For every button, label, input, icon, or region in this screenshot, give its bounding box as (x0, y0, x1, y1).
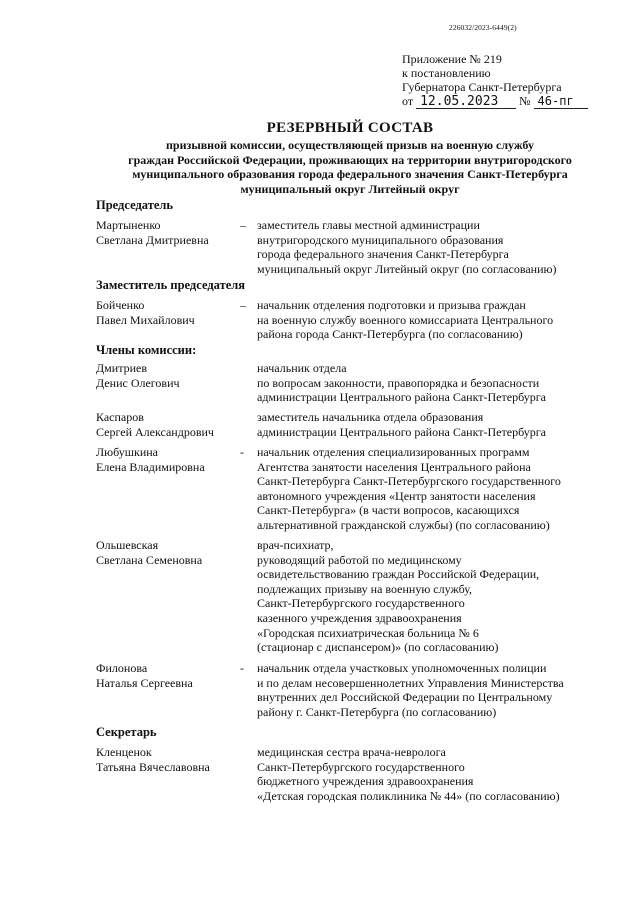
member-name (96, 298, 246, 327)
position-line: Санкт-Петербурга Санкт-Петербургского государственного (257, 474, 561, 489)
member-given-names: Светлана Семеновна (96, 552, 203, 567)
title-line: муниципального образования города федерального значения Санкт-Петербурга (132, 167, 568, 181)
handwritten-date: 12.05.2023 (416, 95, 516, 109)
member-surname: Каспаров (96, 410, 144, 424)
member-surname: Ольшевская (96, 538, 159, 552)
handwritten-number: 46-пг (534, 95, 588, 109)
position-line: начальник отдела (257, 361, 347, 375)
document-title (60, 119, 640, 196)
position-line: заместитель главы местной администрации (257, 218, 480, 232)
position-line: по вопросам законности, правопорядка и безопасности (257, 375, 540, 390)
member-position (257, 445, 597, 533)
separator-dash: - (240, 445, 244, 459)
member-surname: Бойченко (96, 298, 145, 312)
date-prefix: от (402, 94, 414, 108)
member-given-names: Татьяна Вячеславовна (96, 759, 210, 774)
position-line: освидетельствованию граждан Российской Федерации, (257, 567, 540, 582)
position-line: администрации Центрального района Санкт-Петербурга (257, 390, 546, 405)
member-position (257, 538, 597, 655)
document-number: 226032/2023-6449(2) (449, 23, 517, 32)
member-surname: Дмитриев (96, 361, 148, 375)
position-line: внутренних дел Российской Федерации по Центральному (257, 690, 553, 705)
member-position (257, 298, 597, 342)
position-line: и по делам несовершеннолетних Управления Министерства (257, 675, 564, 690)
position-line: врач-психиатр, (257, 538, 334, 552)
member-name (96, 745, 246, 774)
member-given-names: Павел Михайлович (96, 312, 195, 327)
position-line: заместитель начальника отдела образования (257, 410, 484, 424)
appendix-date-line (402, 94, 622, 109)
section-deputy: Заместитель председателя (96, 278, 246, 292)
position-line: начальник отдела участковых уполномоченных полиции (257, 661, 547, 675)
number-prefix: № (519, 94, 531, 108)
member-given-names: Денис Олегович (96, 375, 180, 390)
section-members: Члены комиссии: (96, 343, 197, 357)
separator-dash: - (240, 661, 244, 675)
position-line: альтернативной гражданской службы) (по согласованию) (257, 517, 550, 532)
position-line: города федерального значения Санкт-Петербурга (257, 247, 509, 262)
position-line: на военную службу военного комиссариата Центрального (257, 312, 554, 327)
position-line: руководящий работой по медицинскому (257, 552, 462, 567)
appendix-line-3: Губернатора Санкт-Петербурга (402, 80, 562, 94)
member-position (257, 410, 597, 439)
position-line: начальник отделения специализированных программ (257, 445, 530, 459)
member-position (257, 361, 597, 405)
position-line: Санкт-Петербургского государственного (257, 596, 465, 611)
position-line: Санкт-Петербургского государственного (257, 759, 465, 774)
member-name (96, 410, 246, 439)
member-position (257, 661, 597, 719)
member-position (257, 745, 597, 803)
position-line: начальник отделения подготовки и призыва граждан (257, 298, 526, 312)
member-surname: Любушкина (96, 445, 158, 459)
position-line: (стационар с диспансером)» (по согласованию) (257, 640, 499, 655)
member-given-names: Наталья Сергеевна (96, 675, 193, 690)
member-given-names: Светлана Дмитриевна (96, 232, 209, 247)
position-line: администрации Центрального района Санкт-Петербурга (257, 424, 546, 439)
title-line: призывной комиссии, осуществляющей призыв на военную службу (166, 138, 534, 152)
member-position (257, 218, 597, 276)
section-chairman: Председатель (96, 198, 174, 212)
member-name (96, 445, 246, 474)
appendix-line-2: к постановлению (402, 66, 491, 80)
position-line: автономного учреждения «Центр занятости населения (257, 488, 536, 503)
position-line: «Детская городская поликлиника № 44» (по согласованию) (257, 788, 560, 803)
title-line: муниципальный округ Литейный округ (240, 181, 460, 196)
member-given-names: Елена Владимировна (96, 459, 205, 474)
member-surname: Филонова (96, 661, 148, 675)
separator-dash: – (240, 298, 246, 312)
title-main: РЕЗЕРВНЫЙ СОСТАВ (266, 120, 434, 136)
position-line: муниципальный округ Литейный округ (по согласованию) (257, 261, 557, 276)
appendix-line-1: Приложение № 219 (402, 52, 502, 66)
member-name (96, 661, 246, 690)
position-line: «Городская психиатрическая больница № 6 (257, 625, 479, 640)
position-line: медицинская сестра врача-невролога (257, 745, 446, 759)
member-name (96, 538, 246, 567)
position-line: бюджетного учреждения здравоохранения (257, 774, 474, 789)
position-line: району г. Санкт-Петербурга (по согласованию) (257, 704, 497, 719)
member-name (96, 361, 246, 390)
position-line: внутригородского муниципального образования (257, 232, 504, 247)
member-surname: Мартыненко (96, 218, 161, 232)
appendix-block (402, 52, 622, 109)
position-line: казенного учреждения здравоохранения (257, 610, 462, 625)
position-line: подлежащих призыву на военную службу, (257, 581, 473, 596)
position-line: района города Санкт-Петербурга (по согласованию) (257, 327, 523, 342)
member-name (96, 218, 246, 247)
title-line: граждан Российской Федерации, проживающих на территории внутригородского (128, 152, 572, 167)
separator-dash: – (240, 218, 246, 232)
position-line: Санкт-Петербурга» (в части вопросов, касающихся (257, 503, 520, 518)
member-given-names: Сергей Александрович (96, 424, 214, 439)
member-surname: Кленценок (96, 745, 152, 759)
section-secretary: Секретарь (96, 725, 157, 739)
position-line: Агентства занятости населения Центрального района (257, 459, 531, 474)
